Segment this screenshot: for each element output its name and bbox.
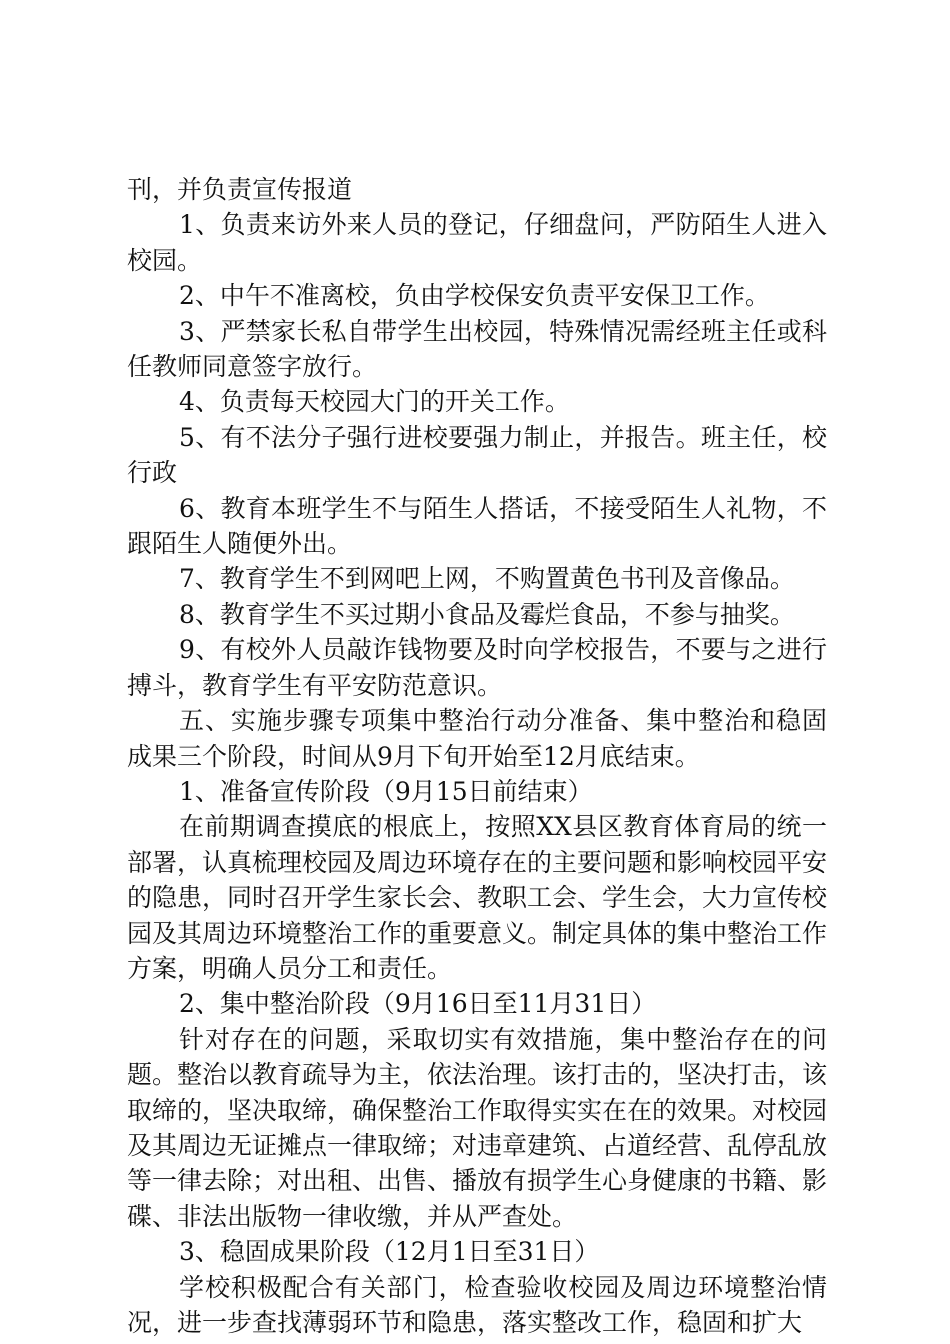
- paragraph-item-7: 7、教育学生不到网吧上网，不购置黄色书刊及音像品。: [179, 564, 795, 594]
- stage-body-1: 在前期调查摸底的根底上，按照XX县区教育体育局的统一部署，认真梳理校园及周边环境存在的主要问题和影响校园平安的隐患，同时召开学生家长会、教职工会、学生会，大力宣传校园及其周边环境整治工作的重要意义。制定具体的集中整治工作方案，明确人员分工和责任。: [127, 812, 828, 983]
- stage-heading-2: 2、集中整治阶段（9月16日至11月31日）: [179, 989, 657, 1019]
- paragraph-item-9: 9、有校外人员敲诈钱物要及时向学校报告，不要与之进行搏斗，教育学生有平安防范意识。: [127, 635, 827, 700]
- paragraph-item-8: 8、教育学生不买过期小食品及霉烂食品，不参与抽奖。: [179, 599, 795, 629]
- stage-heading-3: 3、稳固成果阶段（12月1日至31日）: [179, 1237, 600, 1267]
- stage-body-3: 学校积极配合有关部门，检查验收校园及周边环境整治情况，进一步查找薄弱环节和隐患，落实整改工作，稳固和扩大: [127, 1272, 827, 1337]
- paragraph-item-4: 4、负责每天校园大门的开关工作。: [179, 387, 570, 417]
- stage-heading-1: 1、准备宣传阶段（9月15日前结束）: [179, 776, 593, 806]
- stage-body-2: 针对存在的问题，采取切实有效措施，集中整治存在的问题。整治以教育疏导为主，依法治理。该打击的，坚决打击，该取缔的，坚决取缔，确保整治工作取得实实在在的效果。对校园及其周边无证摊点一律取缔；对违章建筑、占道经营、乱停乱放等一律去除；对出租、出售、播放有损学生心身健康的书籍、影碟、非法出版物一律收缴，并从严查处。: [127, 1024, 828, 1231]
- paragraph-item-2: 2、中午不准离校，负由学校保安负责平安保卫工作。: [179, 281, 770, 311]
- section-heading-steps: 五、实施步骤专项集中整治行动分准备、集中整治和稳固成果三个阶段，时间从9月下旬开始至12月底结束。: [127, 706, 827, 771]
- paragraph-continuation: 刊，并负责宣传报道: [127, 175, 353, 204]
- paragraph-item-5: 5、有不法分子强行进校要强力制止，并报告。班主任，校行政: [127, 422, 827, 488]
- paragraph-item-3: 3、严禁家长私自带学生出校园，特殊情况需经班主任或科任教师同意签字放行。: [127, 316, 827, 382]
- paragraph-item-6: 6、教育本班学生不与陌生人搭话，不接受陌生人礼物，不跟陌生人随便外出。: [127, 493, 827, 559]
- paragraph-item-1: 1、负责来访外来人员的登记，仔细盘问，严防陌生人进入校园。: [127, 210, 827, 275]
- document-body: [127, 172, 827, 1340]
